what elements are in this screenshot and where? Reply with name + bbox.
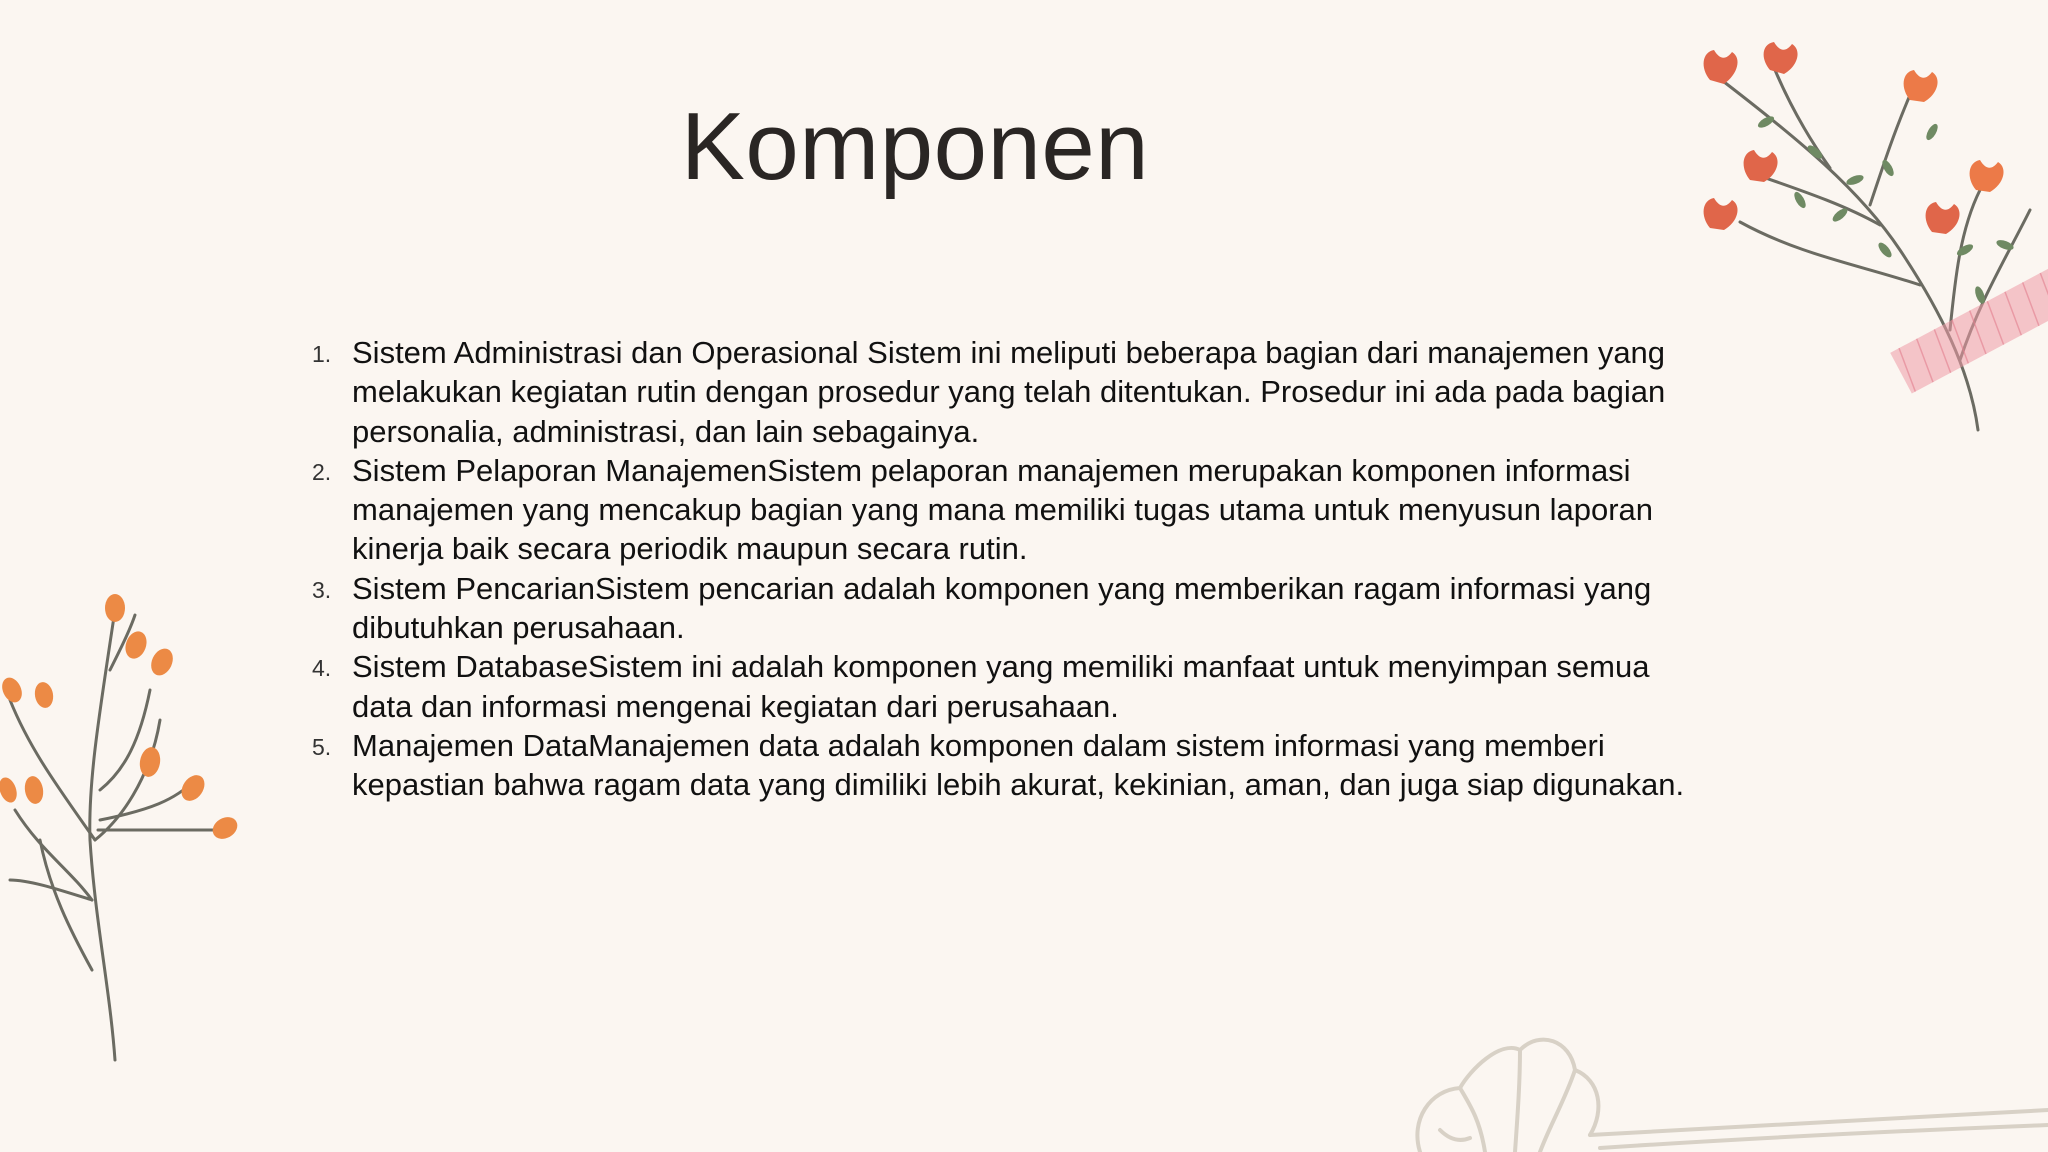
slide-title: Komponen	[680, 93, 1150, 200]
list-number: 3.	[312, 576, 332, 603]
list-item	[308, 647, 1708, 726]
list-number: 4.	[312, 655, 332, 682]
list-item	[308, 451, 1708, 569]
list-number: 2.	[312, 458, 332, 485]
list-item	[308, 333, 1708, 451]
sketch-flower-bottom-right	[1400, 1010, 2048, 1152]
components-list	[308, 333, 1708, 805]
list-item	[308, 569, 1708, 648]
list-item-text: Sistem Pelaporan ManajemenSistem pelaporan manajemen merupakan komponen informasi manajemen yang mencakup bagian yang mana memiliki tugas utama untuk menyusun laporan kinerja baik secara periodik maupun secara rutin.	[352, 452, 1654, 567]
list-number: 1.	[312, 341, 332, 367]
list-item-text: Sistem Administrasi dan Operasional Sistem ini meliputi beberapa bagian dari manajemen yang melakukan kegiatan rutin dengan prosedur yang telah ditentukan. Prosedur ini ada pada bagian personalia, administrasi, dan lain sebagainya.	[352, 335, 1666, 449]
list-item-text: Sistem DatabaseSistem ini adalah komponen yang memiliki manfaat untuk menyimpan semua data dan informasi mengenai kegiatan dari perusahaan.	[352, 649, 1650, 724]
list-item	[308, 726, 1708, 805]
list-number: 5.	[312, 733, 332, 760]
list-item-text: Sistem PencarianSistem pencarian adalah komponen yang memberikan ragam informasi yang dibutuhkan perusahaan.	[352, 570, 1652, 646]
list-item-text: Manajemen DataManajemen data adalah komponen dalam sistem informasi yang memberi kepastian bahwa ragam data yang dimiliki lebih akurat, kekinian, aman, dan juga siap digunakan.	[352, 727, 1685, 803]
flower-sprig-bottom-left	[0, 590, 250, 1070]
